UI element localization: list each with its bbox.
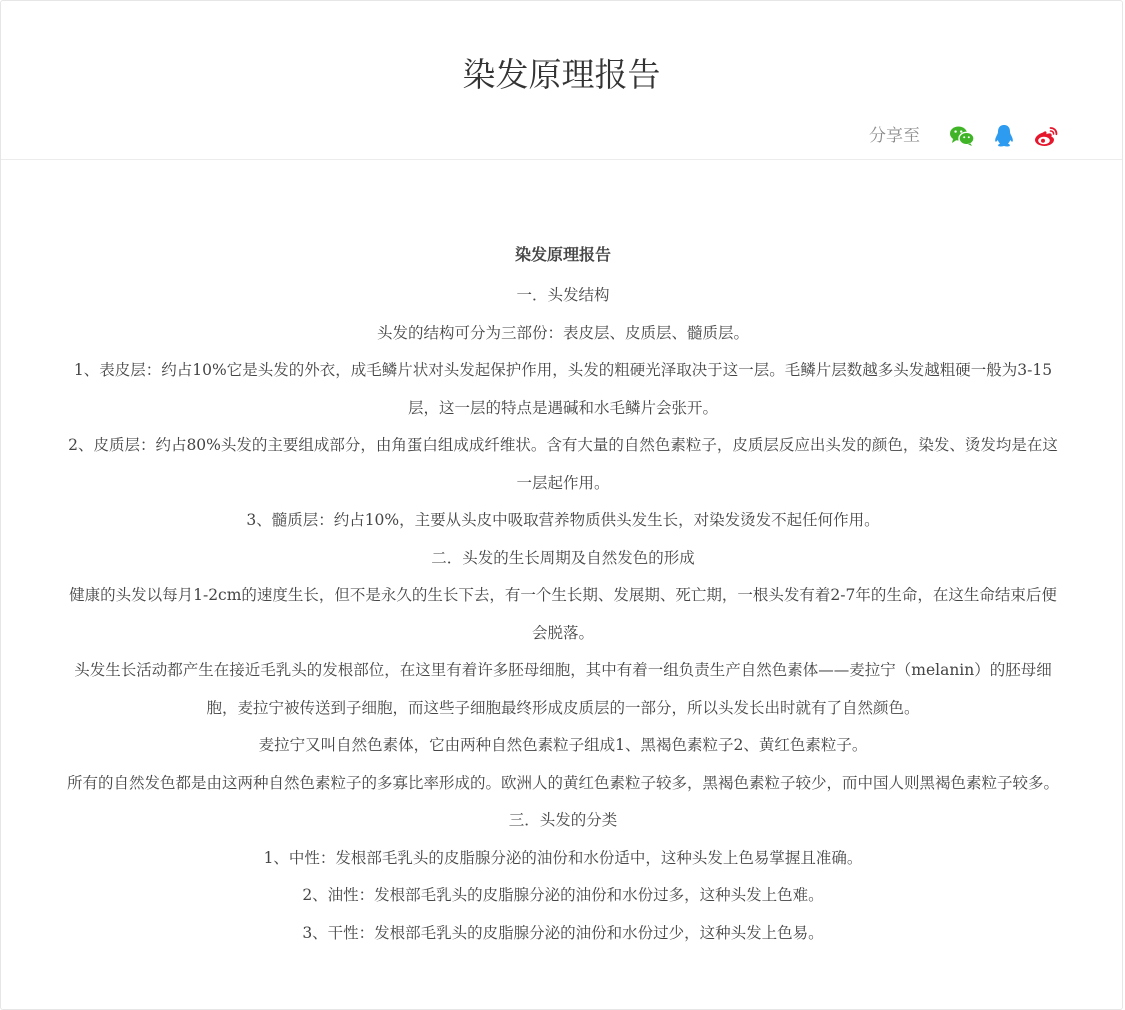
article-body [63, 233, 1063, 952]
share-label: 分享至 [869, 126, 920, 146]
paragraph: 2、皮质层：约占80%头发的主要组成部分，由角蛋白组成成纤维状。含有大量的自然色素粒子，皮质层反应出头发的颜色，染发、烫发均是在这一层起作用。 [68, 436, 1058, 492]
paragraph: 3、髓质层：约占10%，主要从头皮中吸取营养物质供头发生长，对染发烫发不起任何作用。 [246, 511, 880, 529]
qq-icon[interactable] [990, 122, 1018, 150]
section-heading: 三．头发的分类 [508, 811, 618, 829]
page-title: 染发原理报告 [462, 55, 661, 94]
paragraph: 麦拉宁又叫自然色素体，它由两种自然色素粒子组成1、黑褐色素粒子2、黄红色素粒子。 [258, 736, 868, 754]
section-heading: 二．头发的生长周期及自然发色的形成 [431, 548, 695, 567]
paragraph: 1、中性：发根部毛乳头的皮脂腺分泌的油份和水份适中，这种头发上色易掌握且准确。 [263, 848, 863, 867]
weibo-icon[interactable] [1032, 122, 1060, 150]
paragraph: 3、干性：发根部毛乳头的皮脂腺分泌的油份和水份过少，这种头发上色易。 [302, 923, 824, 942]
paragraph: 健康的头发以每月1-2cm的速度生长，但不是永久的生长下去，有一个生长期、发展期、死亡期，一根头发有着2-7年的生命，在这生命结束后便会脱落。 [69, 586, 1057, 642]
paragraph: 头发的结构可分为三部份：表皮层、皮质层、髓质层。 [376, 323, 749, 342]
paragraph: 2、油性：发根部毛乳头的皮脂腺分泌的油份和水份过多，这种头发上色难。 [302, 886, 824, 904]
share-bar [869, 121, 1060, 151]
section-heading: 一．头发结构 [516, 286, 610, 304]
wechat-icon[interactable] [948, 122, 976, 150]
paragraph: 所有的自然发色都是由这两种自然色素粒子的多寡比率形成的。欧洲人的黄红色素粒子较多，黑褐色素粒子较少，而中国人则黑褐色素粒子较多。 [66, 773, 1059, 792]
paragraph: 1、表皮层：约占10%它是头发的外衣，成毛鳞片状对头发起保护作用，头发的粗硬光泽取决于这一层。毛鳞片层数越多头发越粗硬一般为3-15层，这一层的特点是遇碱和水毛鳞片会张开。 [73, 361, 1053, 417]
article-title: 染发原理报告 [514, 245, 611, 264]
article-header [1, 1, 1122, 160]
paragraph: 头发生长活动都产生在接近毛乳头的发根部位，在这里有着许多胚母细胞，其中有着一组负责生产自然色素体——麦拉宁（melanin）的胚母细胞，麦拉宁被传送到子细胞，而这些子细胞最终形成皮质层的一部分，所以头发长出时就有了自然颜色。 [74, 661, 1052, 717]
